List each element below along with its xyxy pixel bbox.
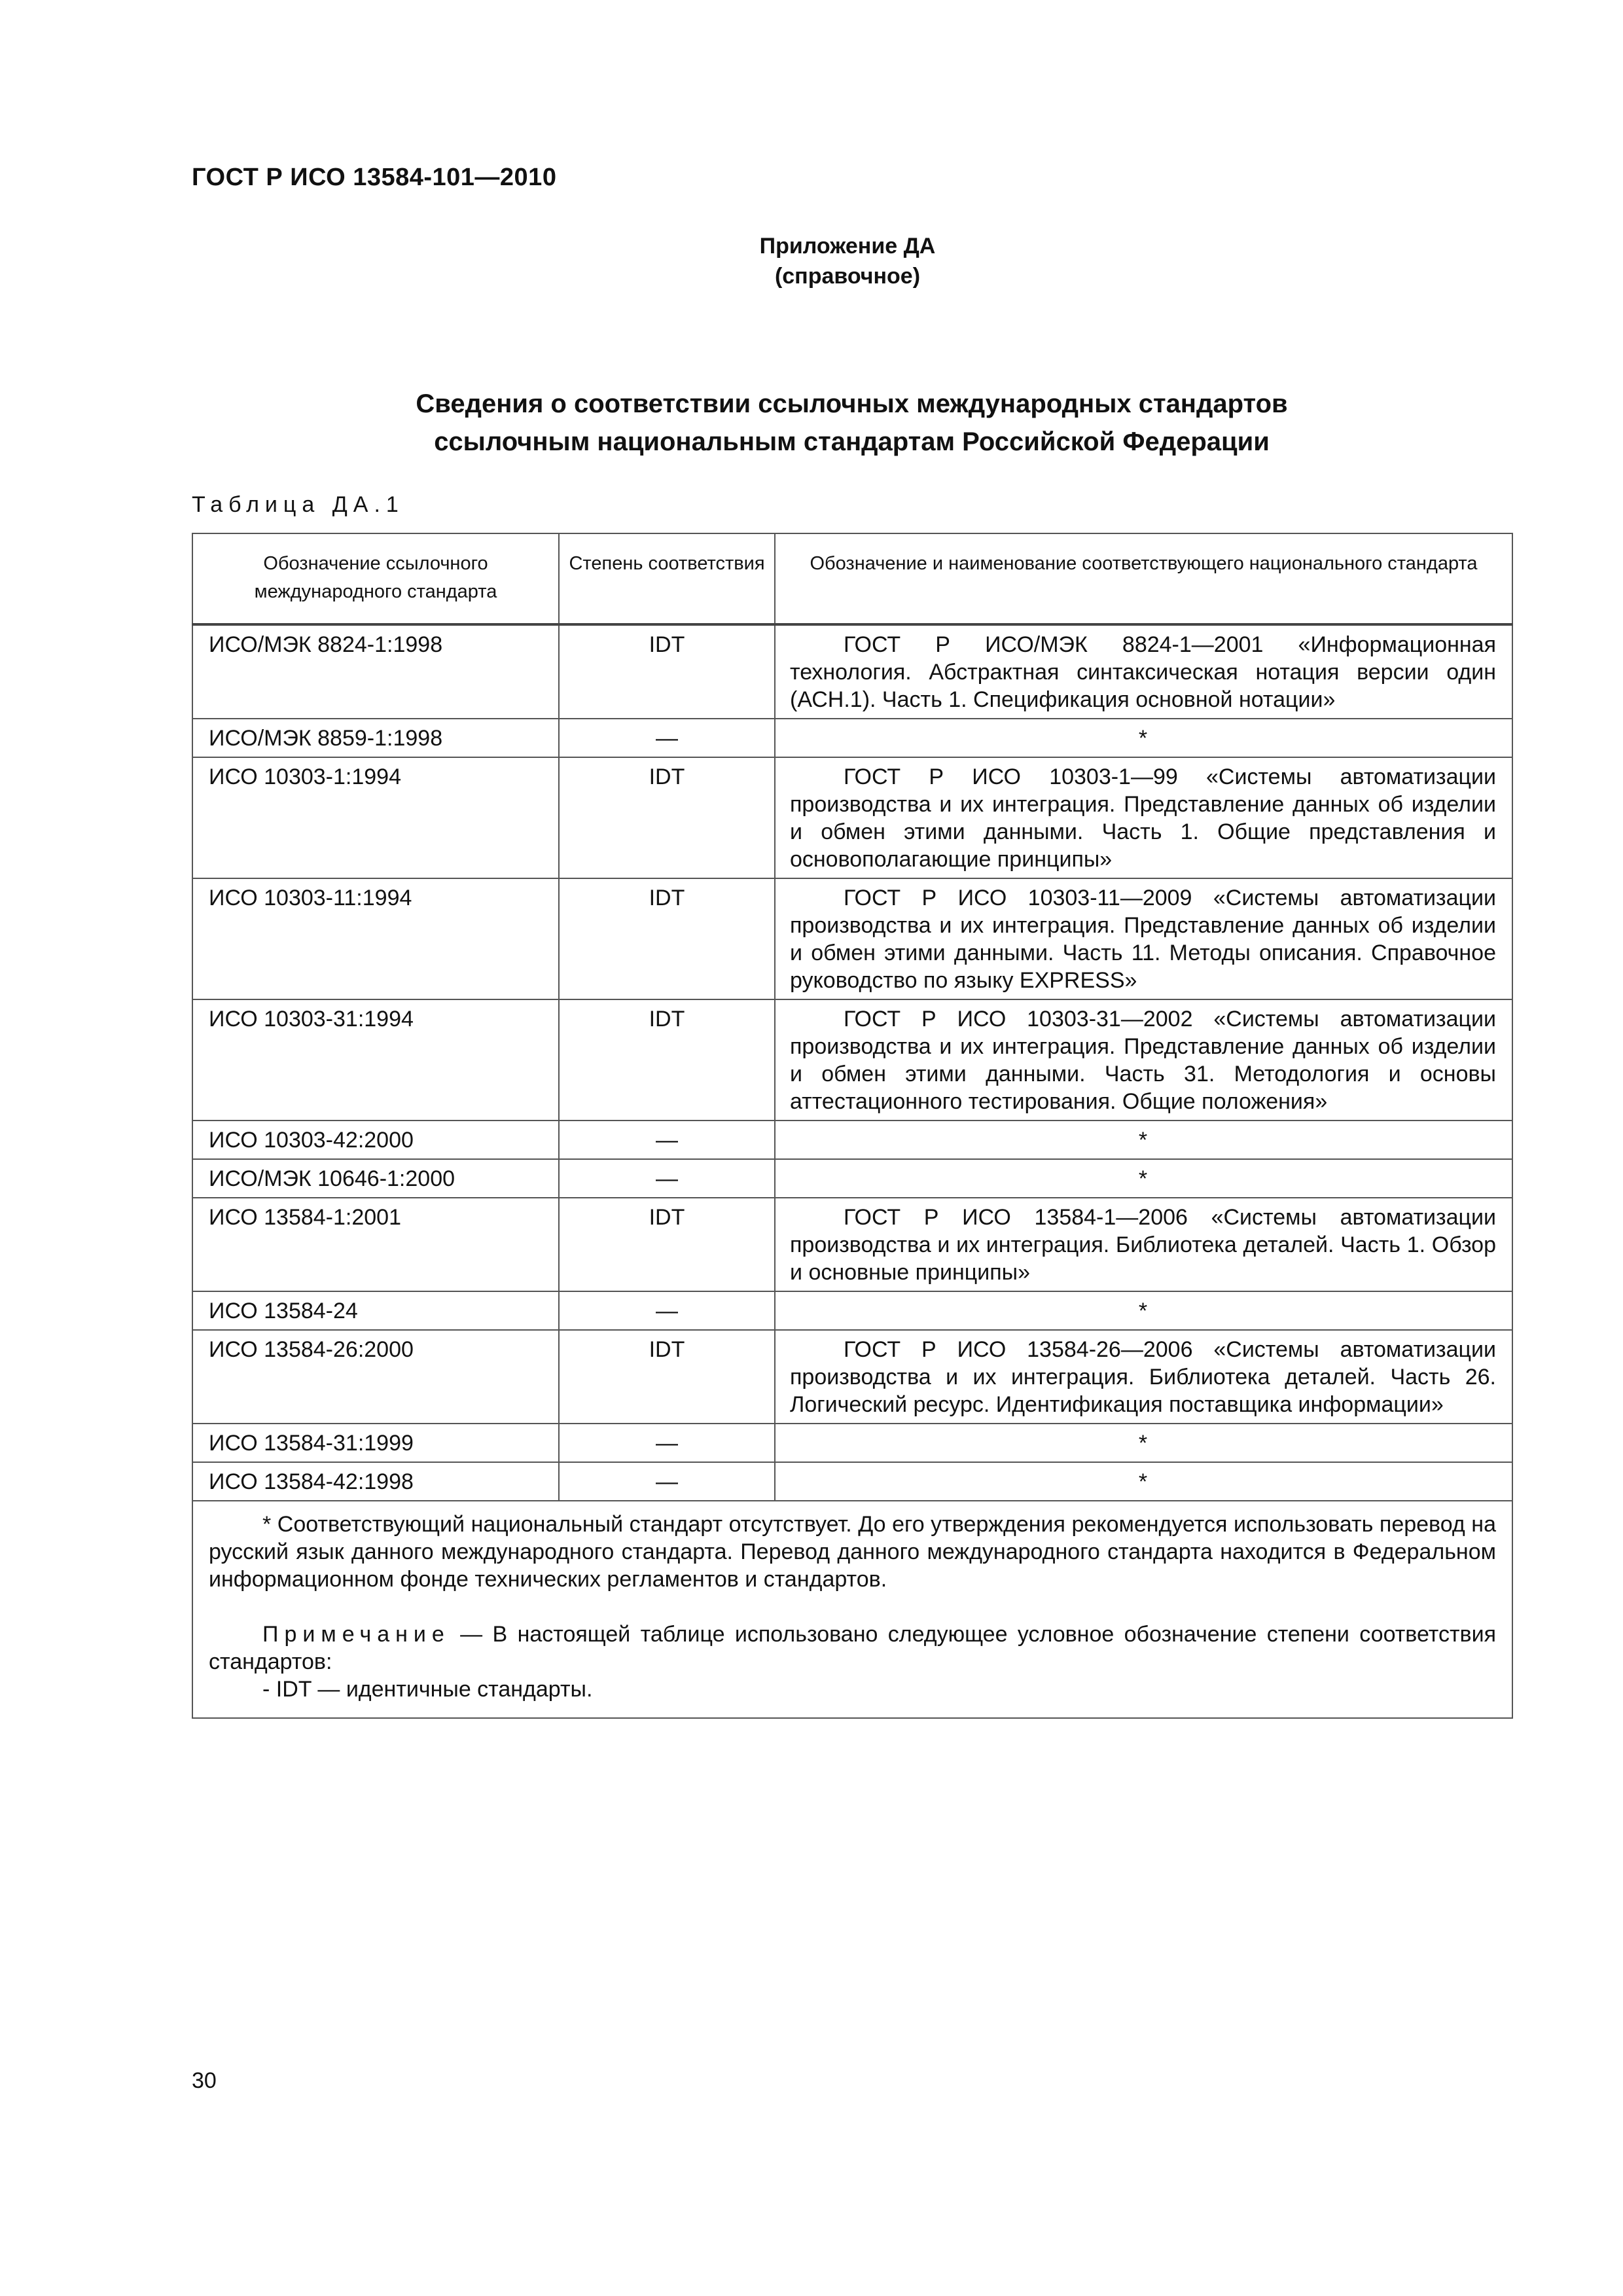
table-caption: Таблица ДА.1 <box>192 492 404 517</box>
degree-cell: — <box>559 1424 775 1462</box>
table-body <box>192 624 1512 1501</box>
table-notes <box>192 1501 1512 1718</box>
international-standard-cell: ИСО 13584-1:2001 <box>192 1198 559 1291</box>
national-standard-cell: * <box>775 1291 1512 1330</box>
document-code: ГОСТ Р ИСО 13584-101—2010 <box>192 164 557 191</box>
table-row <box>192 1121 1512 1159</box>
international-standard-cell: ИСО 13584-24 <box>192 1291 559 1330</box>
note-label: Примечание <box>262 1622 450 1647</box>
footnote: * Соответствующий национальный стандарт отсутствует. До его утверждения рекомендуется использовать перевод на русский язык данного международного стандарта. Перевод данного международного стандарта находится в Федеральном информационном фонде технических регламентов и стандартов. <box>209 1512 1496 1592</box>
note <box>209 1621 1496 1676</box>
degree-cell: IDT <box>559 999 775 1121</box>
international-standard-cell: ИСО/МЭК 10646-1:2000 <box>192 1159 559 1198</box>
table-row <box>192 878 1512 999</box>
note-text: — В настоящей таблице использовано следующее условное обозначение степени соответствия стандартов: <box>209 1622 1496 1674</box>
national-standard-cell: * <box>775 1462 1512 1501</box>
table-row <box>192 757 1512 878</box>
correspondence-table <box>192 533 1512 1719</box>
appendix-title: Приложение ДА <box>759 234 936 259</box>
table-row <box>192 1159 1512 1198</box>
main-title-line-1: Сведения о соответствии ссылочных международных стандартов <box>416 389 1288 418</box>
international-standard-cell: ИСО 13584-26:2000 <box>192 1330 559 1424</box>
national-standard-cell: ГОСТ Р ИСО 10303-11—2009 «Системы автоматизации производства и их интеграция. Представление данных об изделии и обмен этими данными. Часть 11. Методы описания. Справочное руководство по языку EXPRESS» <box>775 878 1512 999</box>
degree-cell: — <box>559 1291 775 1330</box>
main-title-line-2: ссылочным национальным стандартам Российской Федерации <box>434 427 1270 456</box>
degree-cell: — <box>559 1462 775 1501</box>
national-standard-cell: ГОСТ Р ИСО/МЭК 8824-1—2001 «Информационная технология. Абстрактная синтаксическая нотация версии один (АСН.1). Часть 1. Спецификация основной нотации» <box>775 624 1512 719</box>
degree-cell: IDT <box>559 624 775 719</box>
degree-cell: — <box>559 1121 775 1159</box>
table-header-row <box>192 533 1512 624</box>
appendix-kind: (справочное) <box>774 264 921 289</box>
table-row <box>192 1198 1512 1291</box>
national-standard-cell: * <box>775 1121 1512 1159</box>
note-item: - IDT — идентичные стандарты. <box>262 1677 593 1702</box>
header-international-standard: Обозначение ссылочного международного стандарта <box>192 533 559 624</box>
degree-cell: IDT <box>559 757 775 878</box>
header-national-standard: Обозначение и наименование соответствующего национального стандарта <box>775 533 1512 624</box>
table-row <box>192 999 1512 1121</box>
national-standard-cell: * <box>775 1424 1512 1462</box>
table-row <box>192 624 1512 719</box>
national-standard-cell: ГОСТ Р ИСО 10303-31—2002 «Системы автоматизации производства и их интеграция. Представление данных об изделии и обмен этими данными. Часть 31. Методология и основы аттестационного тестирования. Общие положения» <box>775 999 1512 1121</box>
table-row <box>192 1462 1512 1501</box>
international-standard-cell: ИСО 10303-1:1994 <box>192 757 559 878</box>
national-standard-cell: ГОСТ Р ИСО 13584-26—2006 «Системы автоматизации производства и их интеграция. Библиотека деталей. Часть 26. Логический ресурс. Идентификация поставщика информации» <box>775 1330 1512 1424</box>
page-number: 30 <box>192 2068 217 2093</box>
degree-cell: IDT <box>559 1198 775 1291</box>
international-standard-cell: ИСО 10303-11:1994 <box>192 878 559 999</box>
national-standard-cell: ГОСТ Р ИСО 10303-1—99 «Системы автоматизации производства и их интеграция. Представление данных об изделии и обмен этими данными. Часть 1. Общие представления и основополагающие принципы» <box>775 757 1512 878</box>
degree-cell: — <box>559 1159 775 1198</box>
table-row <box>192 719 1512 757</box>
table-row <box>192 1424 1512 1462</box>
table-row <box>192 1291 1512 1330</box>
main-title <box>192 385 1512 461</box>
national-standard-cell: * <box>775 1159 1512 1198</box>
table-notes-row <box>192 1501 1512 1718</box>
header-degree-of-conformity: Степень соответствия <box>559 533 775 624</box>
international-standard-cell: ИСО/МЭК 8824-1:1998 <box>192 624 559 719</box>
international-standard-cell: ИСО 13584-42:1998 <box>192 1462 559 1501</box>
national-standard-cell: ГОСТ Р ИСО 13584-1—2006 «Системы автоматизации производства и их интеграция. Библиотека деталей. Часть 1. Обзор и основные принципы» <box>775 1198 1512 1291</box>
international-standard-cell: ИСО 10303-42:2000 <box>192 1121 559 1159</box>
international-standard-cell: ИСО/МЭК 8859-1:1998 <box>192 719 559 757</box>
degree-cell: IDT <box>559 878 775 999</box>
international-standard-cell: ИСО 13584-31:1999 <box>192 1424 559 1462</box>
international-standard-cell: ИСО 10303-31:1994 <box>192 999 559 1121</box>
degree-cell: IDT <box>559 1330 775 1424</box>
degree-cell: — <box>559 719 775 757</box>
national-standard-cell: * <box>775 719 1512 757</box>
table-row <box>192 1330 1512 1424</box>
